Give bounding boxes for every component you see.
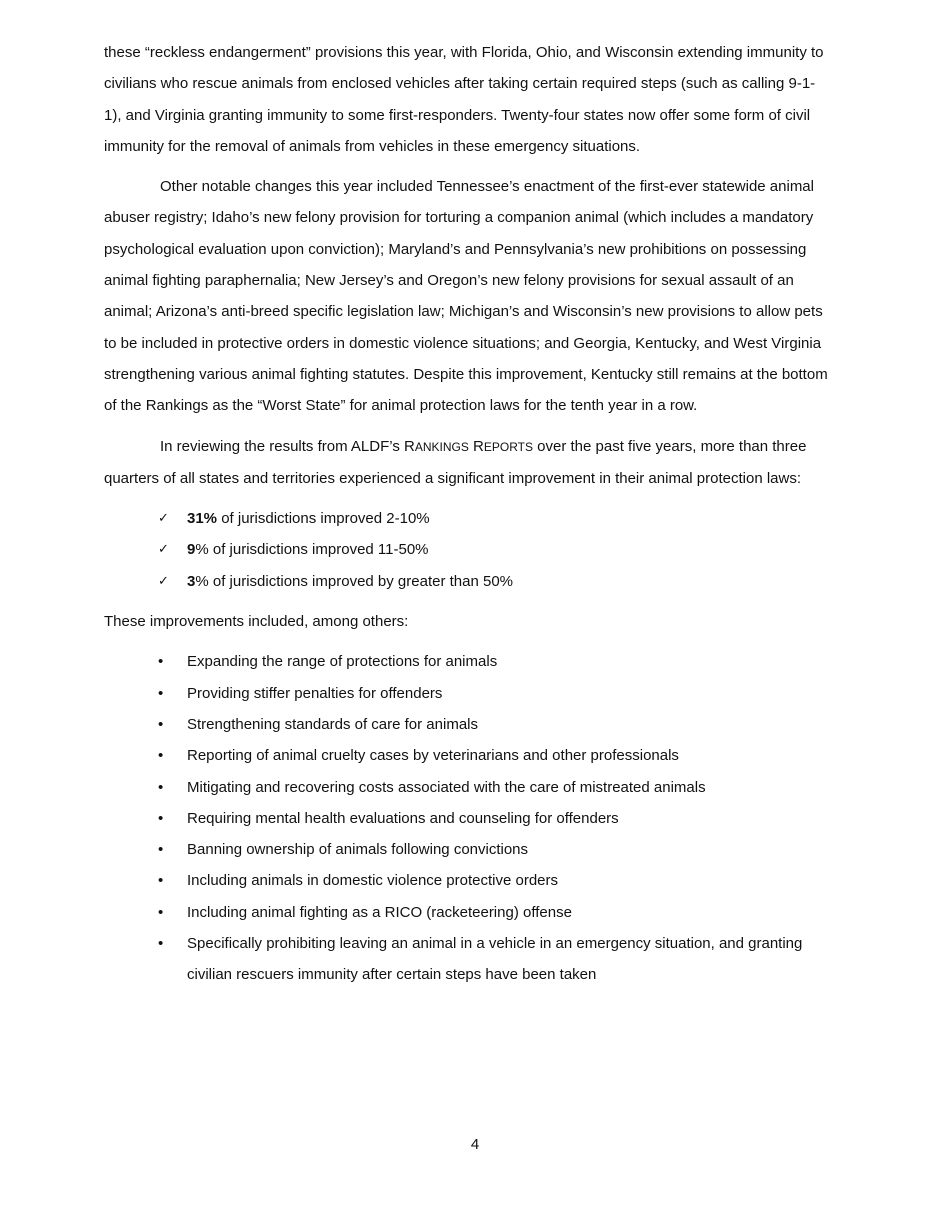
- bullet-icon: •: [158, 872, 164, 890]
- improvements-bullet-list: [104, 646, 832, 990]
- bullet-item: [104, 834, 832, 865]
- bullet-item: [104, 865, 832, 896]
- bullet-icon: •: [158, 841, 164, 859]
- reports-smallcaps-eports: EPORTS: [483, 439, 533, 454]
- checklist-item: [104, 566, 832, 597]
- paragraph-notable-changes: Other notable changes this year included Tennessee’s enactment of the first-ever statewide animal abuser registry; Idaho’s new felony provision for torturing a companion animal (which includes a mandatory psychological evaluation upon conviction); Maryland’s and Pennsylvania’s new prohibitions on possessing animal fighting paraphernalia; New Jersey’s and Oregon’s new felony provisions for sexual assault of an animal; Arizona’s anti-breed specific legislation law; Michigan’s and Wisconsin’s new provisions to allow pets to be included in protective orders in domestic violence situations; and Georgia, Kentucky, and West Virginia strengthening various animal fighting statutes. Despite this improvement, Kentucky still remains at the bottom of the Rankings as the “Worst State” for animal protection laws for the tenth year in a row.: [104, 178, 828, 415]
- bullet-item-text: Banning ownership of animals following convictions: [187, 841, 529, 859]
- bullet-item: [104, 709, 832, 740]
- checkmark-icon: ✓: [158, 542, 169, 558]
- bullet-item-text: Strengthening standards of care for animals: [187, 715, 478, 733]
- bullet-item: [104, 803, 832, 834]
- paragraph-rankings-review: [104, 431, 832, 495]
- paragraph-reckless-endangerment: these “reckless endangerment” provisions this year, with Florida, Ohio, and Wisconsin extending immunity to civilians who rescue animals from enclosed vehicles after taking certain required steps (such as calling 9-1-1), and Virginia granting immunity to some first-responders. Twenty-four states now offer some form of civil immunity for the removal of animals from vehicles in these emergency situations.: [104, 44, 824, 155]
- rankings-smallcaps-ankings: ANKINGS: [414, 439, 469, 454]
- checklist-item-text: % of jurisdictions improved 11-50%: [195, 541, 429, 559]
- bullet-item: [104, 646, 832, 677]
- rankings-text-after: over the past five years, more than three quarters of all states and territories experienced a significant improvement in their animal protection laws:: [104, 437, 807, 487]
- checkmark-icon: ✓: [158, 573, 169, 589]
- bullet-item-text: Including animals in domestic violence protective orders: [187, 872, 559, 890]
- bullet-item-text: Specifically prohibiting leaving an animal in a vehicle in an emergency situation, and granting civilian rescuers immunity after certain steps have been taken: [187, 935, 803, 984]
- bullet-icon: •: [158, 903, 164, 921]
- bullet-icon: •: [158, 653, 164, 671]
- checklist-item: [104, 534, 832, 565]
- bullet-item-text: Mitigating and recovering costs associated with the care of mistreated animals: [187, 778, 706, 796]
- bullet-item: [104, 678, 832, 709]
- bullet-icon: •: [158, 715, 164, 733]
- bullet-item: [104, 928, 832, 991]
- bullet-icon: •: [158, 684, 164, 702]
- bullet-item-text: Providing stiffer penalties for offenders: [187, 684, 443, 702]
- bullet-item: [104, 772, 832, 803]
- paragraph-improvements-intro: These improvements included, among others:: [104, 613, 409, 631]
- checklist-item: [104, 503, 832, 534]
- bullet-item: [104, 740, 832, 771]
- checklist-item-text: of jurisdictions improved 2-10%: [217, 510, 430, 528]
- improvement-checklist: [104, 503, 832, 597]
- page-number: 4: [470, 1136, 480, 1153]
- bullet-icon: •: [158, 747, 164, 765]
- bullet-icon: •: [158, 935, 164, 953]
- checklist-item-bold: 31%: [187, 510, 218, 528]
- bullet-item-text: Including animal fighting as a RICO (racketeering) offense: [187, 903, 572, 921]
- bullet-item: [104, 897, 832, 928]
- checkmark-icon: ✓: [158, 511, 169, 527]
- bullet-item-text: Requiring mental health evaluations and counseling for offenders: [187, 809, 619, 827]
- bullet-icon: •: [158, 778, 164, 796]
- rankings-text-before: In reviewing the results from ALDF’s: [160, 437, 404, 455]
- checklist-item-text: % of jurisdictions improved by greater than 50%: [195, 572, 514, 590]
- reports-smallcaps-r: R: [473, 437, 484, 455]
- bullet-icon: •: [158, 809, 164, 827]
- checklist-item-bold: 9: [187, 541, 196, 559]
- bullet-item-text: Reporting of animal cruelty cases by veterinarians and other professionals: [187, 747, 679, 765]
- checklist-item-bold: 3: [187, 572, 196, 590]
- document-page: [104, 37, 832, 991]
- bullet-item-text: Expanding the range of protections for animals: [187, 653, 498, 671]
- rankings-smallcaps-r: R: [403, 437, 415, 455]
